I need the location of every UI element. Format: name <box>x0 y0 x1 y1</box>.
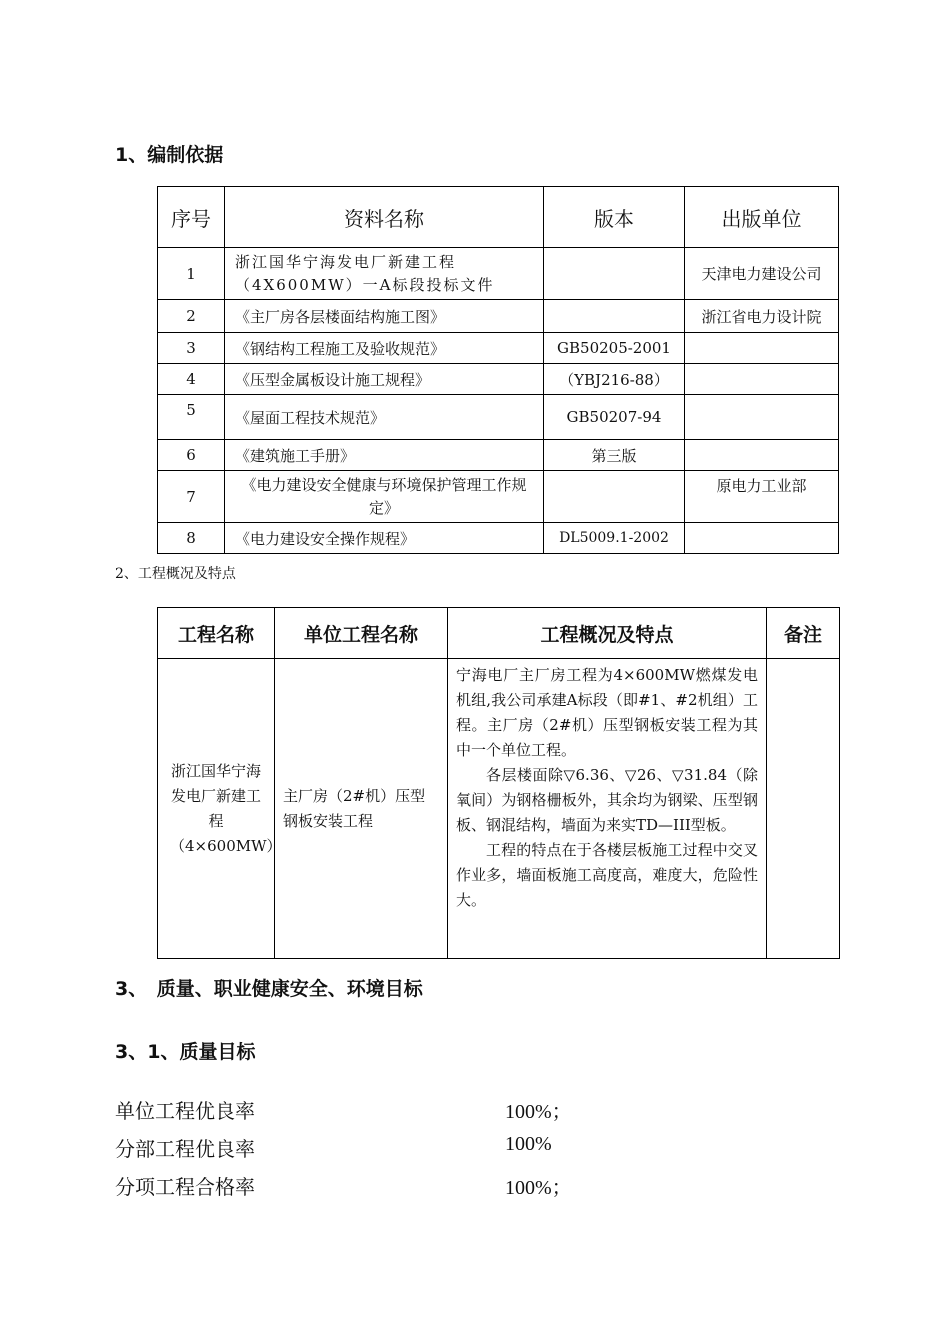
overview-paragraph: 宁海电厂主厂房工程为4×600MW燃煤发电机组,我公司承建A标段（即#1、#2机组）工程。主厂房（2#机）压型钢板安装工程为其中一个单位工程。 <box>456 666 758 759</box>
header-publisher: 出版单位 <box>685 187 839 248</box>
section-3-heading: 3、 质量、职业健康安全、环境目标 <box>115 978 423 1000</box>
goal-label: 单位工程优良率 <box>115 1099 255 1123</box>
table-row <box>158 523 839 554</box>
row-publisher: 天津电力建设公司 <box>685 248 839 300</box>
row-no: 5 <box>158 395 225 440</box>
goal-value: 100%； <box>505 1177 572 1199</box>
header-remark: 备注 <box>767 608 840 659</box>
row-publisher <box>685 523 839 554</box>
remark-cell <box>767 659 840 959</box>
unit-project-cell: 主厂房（2#机）压型钢板安装工程 <box>275 659 448 959</box>
project-name-cell: 浙江国华宁海发电厂新建工程（4×600MW） <box>158 659 275 959</box>
table-row <box>158 659 840 959</box>
row-name: 浙江国华宁海发电厂新建工程 （4X600MW）一A标段投标文件 <box>225 248 544 300</box>
row-version: DL5009.1-2002 <box>544 523 685 554</box>
row-publisher: 浙江省电力设计院 <box>685 300 839 333</box>
overview-table <box>157 607 840 959</box>
row-no: 2 <box>158 300 225 333</box>
table-row <box>158 248 839 300</box>
header-name: 资料名称 <box>225 187 544 248</box>
row-publisher <box>685 333 839 364</box>
overview-table-header <box>158 608 840 659</box>
row-name: 《压型金属板设计施工规程》 <box>225 364 544 395</box>
row-version: （YBJ216-88） <box>544 364 685 395</box>
overview-cell <box>448 659 767 959</box>
row-version: 第三版 <box>544 440 685 471</box>
table-row <box>158 333 839 364</box>
row-no: 3 <box>158 333 225 364</box>
table-row <box>158 395 839 440</box>
row-no: 7 <box>158 471 225 523</box>
basis-table-header <box>158 187 839 248</box>
row-name: 《电力建设安全操作规程》 <box>225 523 544 554</box>
goal-label: 分项工程合格率 <box>115 1175 255 1199</box>
header-project-name: 工程名称 <box>158 608 275 659</box>
row-no: 4 <box>158 364 225 395</box>
section-1-heading: 1、编制依据 <box>115 144 224 166</box>
row-no: 8 <box>158 523 225 554</box>
goal-value: 100%； <box>505 1101 572 1123</box>
row-version: GB50205-2001 <box>544 333 685 364</box>
overview-paragraph: 各层楼面除▽6.36、▽26、▽31.84（除氧间）为钢格栅板外，其余均为钢梁、压型钢板、钢混结构，墙面为来实TD—III型板。 <box>456 766 758 834</box>
basis-table <box>157 186 839 554</box>
section-3-1-heading: 3、1、质量目标 <box>115 1041 256 1063</box>
table-row <box>158 300 839 333</box>
row-version <box>544 471 685 523</box>
row-version: GB50207-94 <box>544 395 685 440</box>
row-name: 《主厂房各层楼面结构施工图》 <box>225 300 544 333</box>
row-no: 6 <box>158 440 225 471</box>
table-row <box>158 471 839 523</box>
row-name: 《钢结构工程施工及验收规范》 <box>225 333 544 364</box>
row-publisher: 原电力工业部 <box>685 471 839 523</box>
header-version: 版本 <box>544 187 685 248</box>
section-2-heading: 2、工程概况及特点 <box>115 566 236 582</box>
row-name: 《建筑施工手册》 <box>225 440 544 471</box>
row-publisher <box>685 364 839 395</box>
header-no: 序号 <box>158 187 225 248</box>
row-name: 《屋面工程技术规范》 <box>225 395 544 440</box>
table-row <box>158 440 839 471</box>
table-row <box>158 364 839 395</box>
row-no: 1 <box>158 248 225 300</box>
header-unit-project: 单位工程名称 <box>275 608 448 659</box>
row-name: 《电力建设安全健康与环境保护管理工作规定》 <box>225 471 544 523</box>
header-overview: 工程概况及特点 <box>448 608 767 659</box>
goal-label: 分部工程优良率 <box>115 1137 255 1161</box>
row-version <box>544 300 685 333</box>
row-publisher <box>685 440 839 471</box>
row-publisher <box>685 395 839 440</box>
overview-paragraph: 工程的特点在于各楼层板施工过程中交叉作业多，墙面板施工高度高，难度大，危险性大。 <box>456 841 758 909</box>
goal-value: 100% <box>505 1133 552 1155</box>
row-version <box>544 248 685 300</box>
